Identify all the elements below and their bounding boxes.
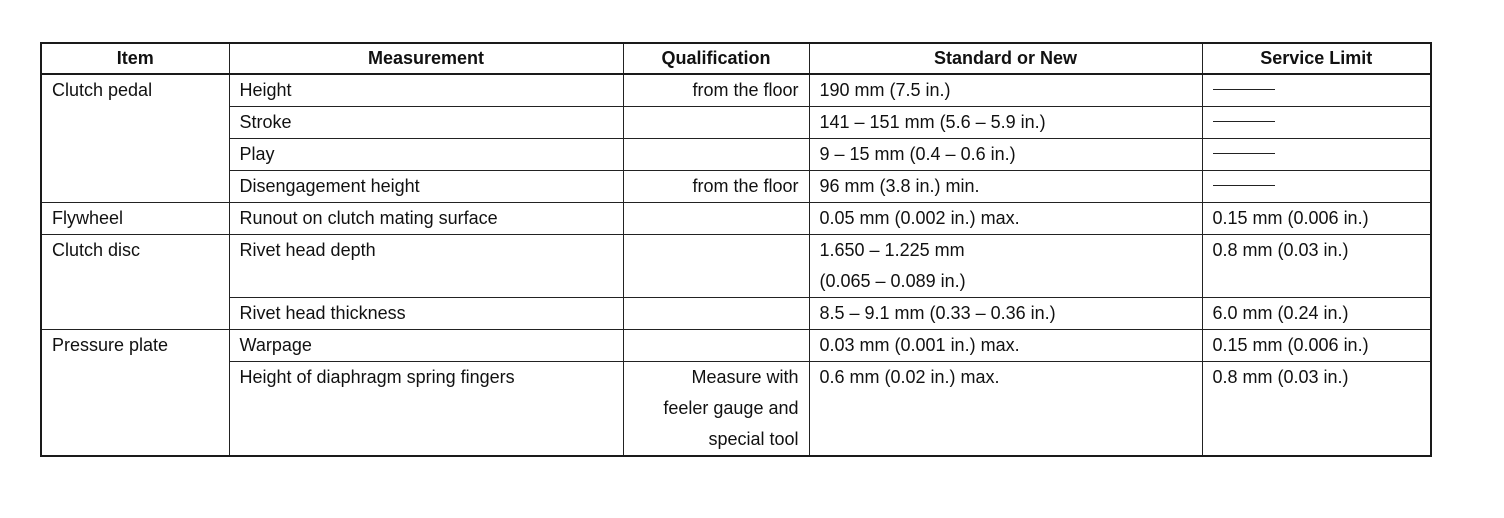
header-row xyxy=(41,43,1431,74)
measurement-cell: Runout on clutch mating surface xyxy=(229,203,623,235)
standard-cell: 141 – 151 mm (5.6 – 5.9 in.) xyxy=(809,107,1202,139)
qualification-cell xyxy=(623,298,809,330)
service-limit-cell: 0.8 mm (0.03 in.) xyxy=(1202,362,1431,457)
table-row xyxy=(41,203,1431,235)
standard-cell: 9 – 15 mm (0.4 – 0.6 in.) xyxy=(809,139,1202,171)
standard-cell xyxy=(809,235,1202,298)
not-applicable-dash xyxy=(1213,89,1275,90)
header-item: Item xyxy=(41,43,229,74)
table-row xyxy=(41,298,1431,330)
item-flywheel: Flywheel xyxy=(41,203,229,235)
standard-cell: 190 mm (7.5 in.) xyxy=(809,74,1202,107)
item-pressure-plate: Pressure plate xyxy=(41,330,229,457)
service-limit-cell xyxy=(1202,74,1431,107)
table-row xyxy=(41,330,1431,362)
item-clutch-pedal: Clutch pedal xyxy=(41,74,229,203)
standard-line: 1.650 – 1.225 mm xyxy=(819,240,965,260)
service-limit-cell xyxy=(1202,171,1431,203)
standard-cell: 0.6 mm (0.02 in.) max. xyxy=(809,362,1202,457)
service-limit-cell: 0.8 mm (0.03 in.) xyxy=(1202,235,1431,298)
qualification-cell: from the floor xyxy=(623,171,809,203)
measurement-cell: Warpage xyxy=(229,330,623,362)
item-clutch-disc: Clutch disc xyxy=(41,235,229,330)
qualification-cell: from the floor xyxy=(623,74,809,107)
qualification-cell xyxy=(623,107,809,139)
qualification-line: Measure with xyxy=(691,367,799,387)
table-row xyxy=(41,235,1431,298)
not-applicable-dash xyxy=(1213,185,1275,186)
service-limit-cell: 0.15 mm (0.006 in.) xyxy=(1202,203,1431,235)
measurement-cell: Disengagement height xyxy=(229,171,623,203)
standard-cell: 0.03 mm (0.001 in.) max. xyxy=(809,330,1202,362)
clutch-specifications-table xyxy=(40,42,1432,457)
qualification-line: feeler gauge and xyxy=(663,398,799,418)
qualification-line: special tool xyxy=(708,429,799,449)
service-limit-cell xyxy=(1202,139,1431,171)
service-limit-cell xyxy=(1202,107,1431,139)
measurement-cell: Height xyxy=(229,74,623,107)
measurement-cell: Rivet head thickness xyxy=(229,298,623,330)
header-service-limit: Service Limit xyxy=(1202,43,1431,74)
header-standard: Standard or New xyxy=(809,43,1202,74)
table-row xyxy=(41,362,1431,457)
table-row xyxy=(41,139,1431,171)
qualification-cell xyxy=(623,362,809,457)
measurement-cell: Play xyxy=(229,139,623,171)
qualification-cell xyxy=(623,330,809,362)
not-applicable-dash xyxy=(1213,121,1275,122)
measurement-cell: Rivet head depth xyxy=(229,235,623,298)
service-limit-cell: 6.0 mm (0.24 in.) xyxy=(1202,298,1431,330)
table-row xyxy=(41,171,1431,203)
measurement-cell: Stroke xyxy=(229,107,623,139)
header-measurement: Measurement xyxy=(229,43,623,74)
qualification-cell xyxy=(623,139,809,171)
qualification-cell xyxy=(623,203,809,235)
table-row xyxy=(41,74,1431,107)
table-row xyxy=(41,107,1431,139)
measurement-cell: Height of diaphragm spring fingers xyxy=(229,362,623,457)
service-limit-cell: 0.15 mm (0.006 in.) xyxy=(1202,330,1431,362)
qualification-cell xyxy=(623,235,809,298)
not-applicable-dash xyxy=(1213,153,1275,154)
standard-line: (0.065 – 0.089 in.) xyxy=(819,271,966,291)
standard-cell: 8.5 – 9.1 mm (0.33 – 0.36 in.) xyxy=(809,298,1202,330)
header-qualification: Qualification xyxy=(623,43,809,74)
standard-cell: 96 mm (3.8 in.) min. xyxy=(809,171,1202,203)
standard-cell: 0.05 mm (0.002 in.) max. xyxy=(809,203,1202,235)
